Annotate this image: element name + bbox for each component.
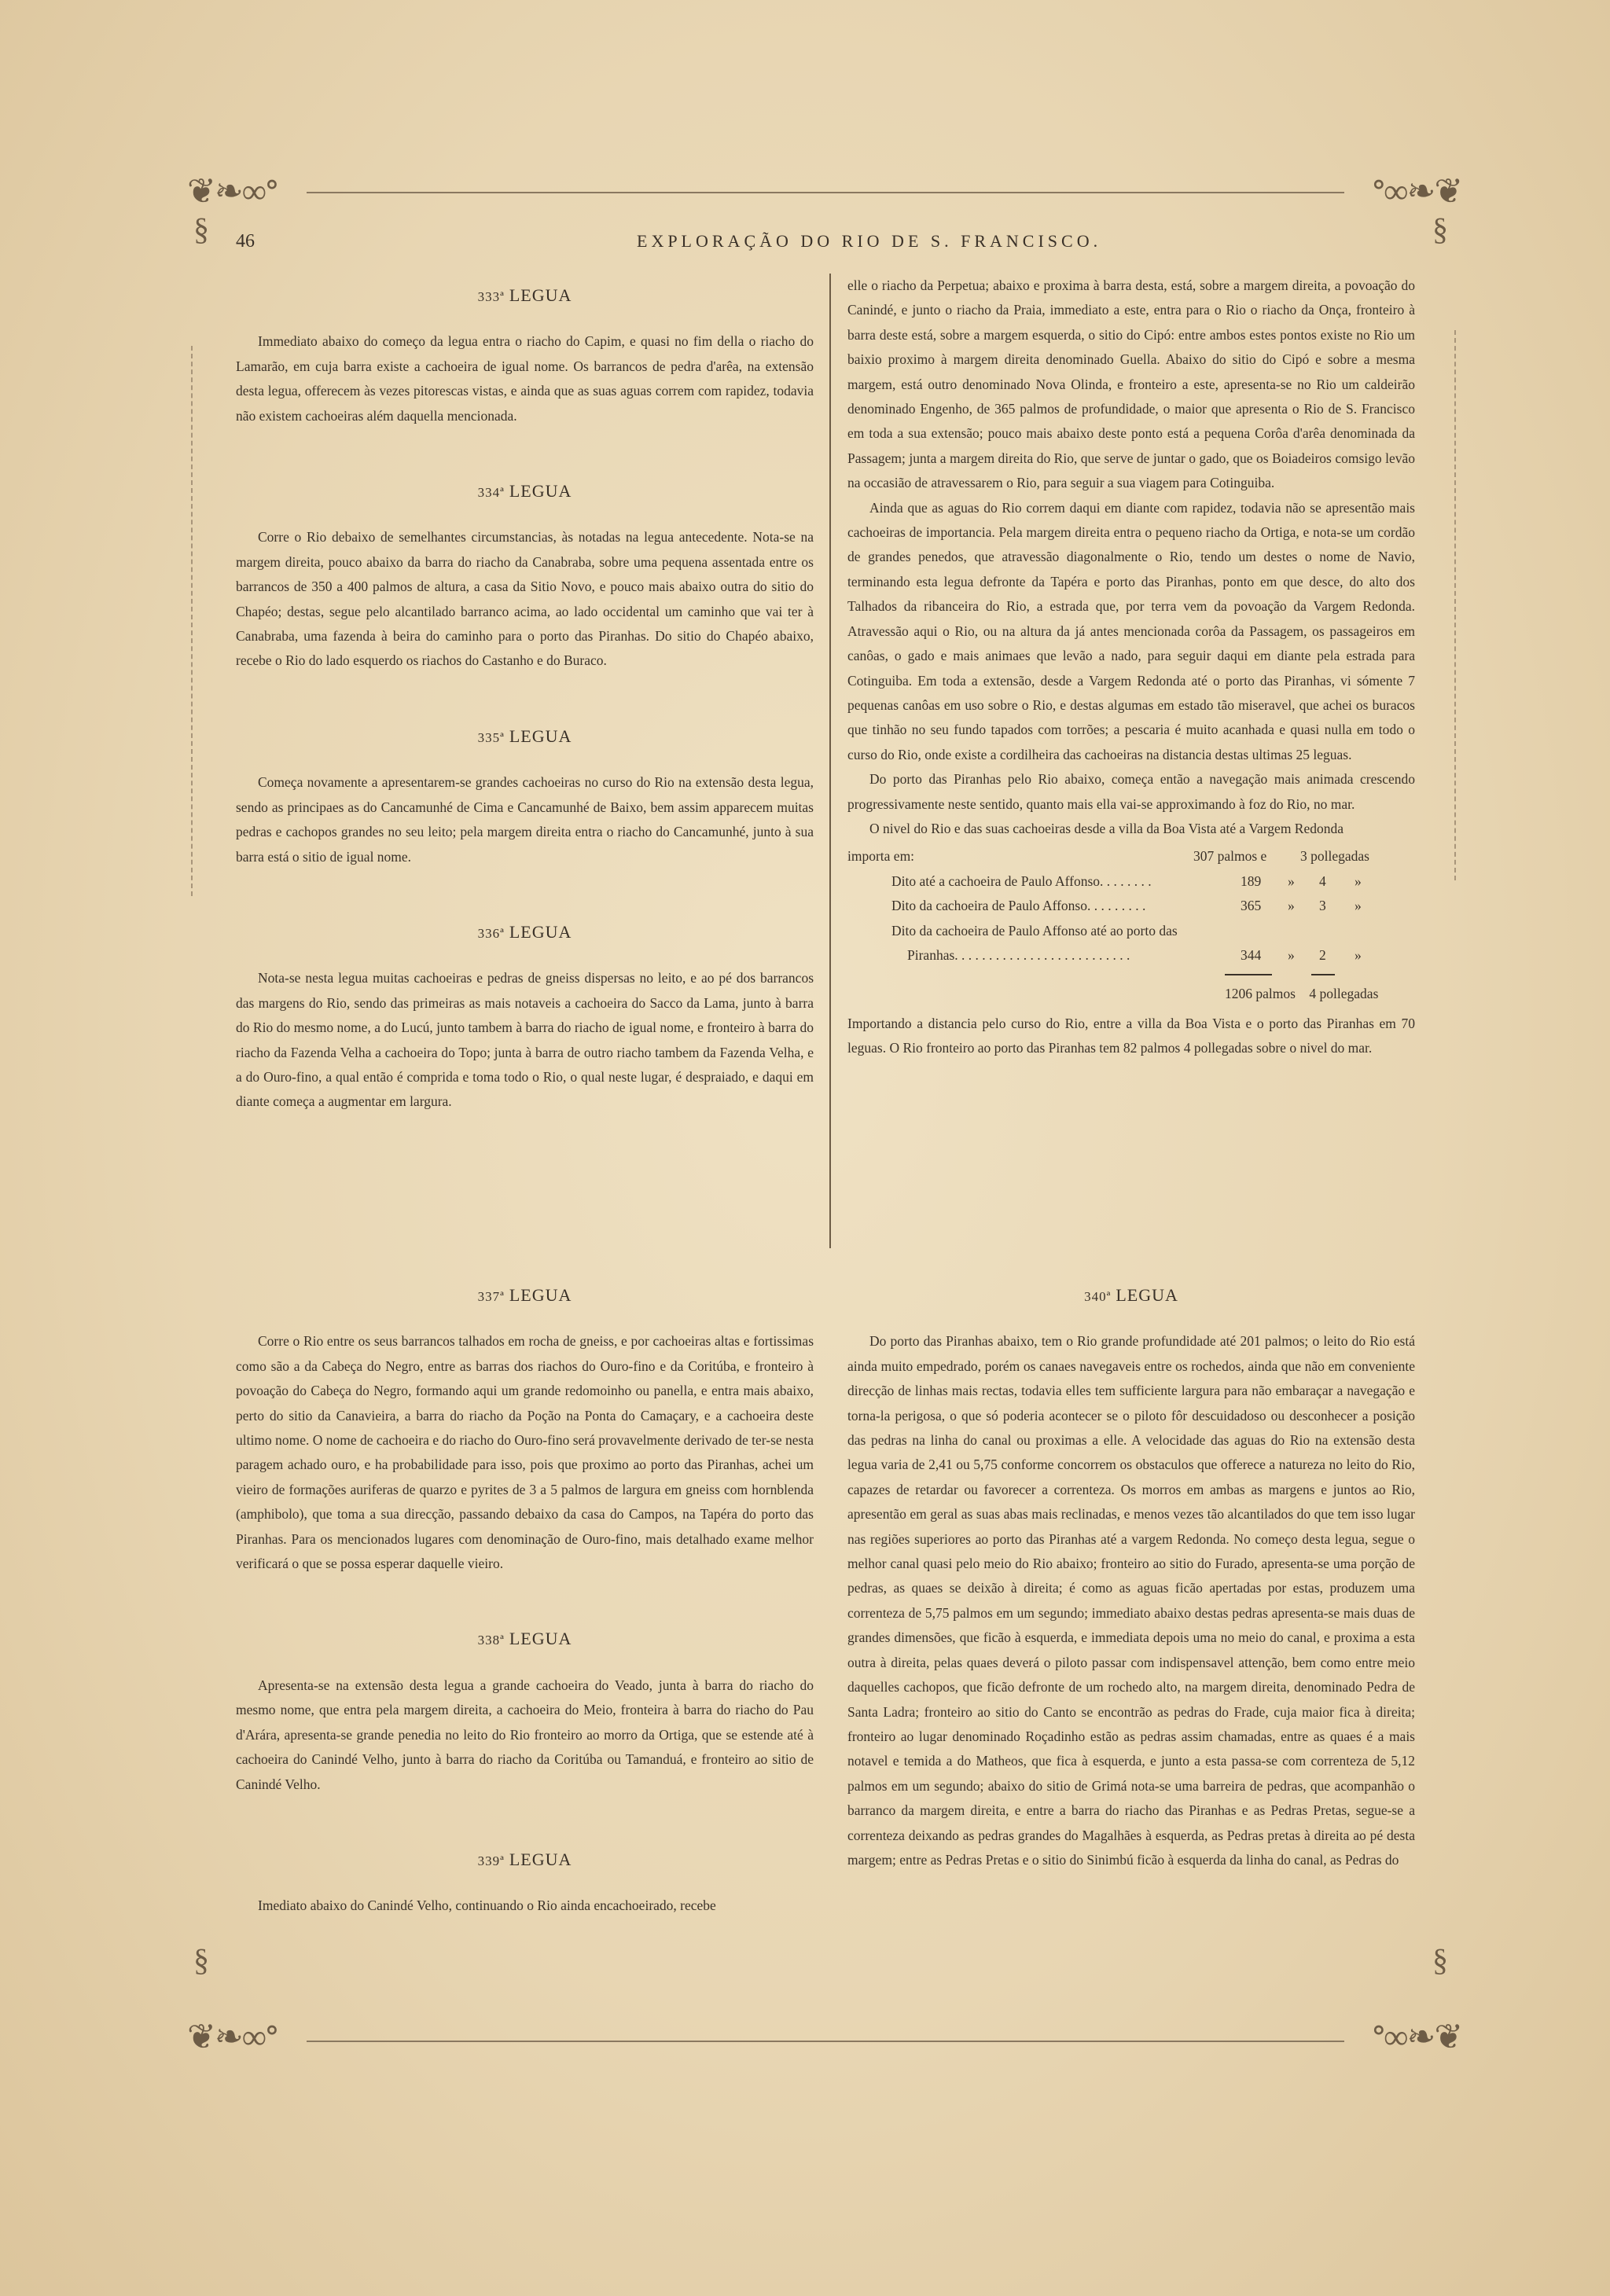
continued-paragraph: elle o riacho da Perpetua; abaixo e proxima à barra desta, está, sobre a margem direita, a povoação do Canindé, e junto o riacho da Praia, immediato a este, entra para o Rio o riacho da Onça, fronteiro à barra deste está, sobre a margem esquerda, o sitio do Cipó: entre ambos estes pontos existe no Rio um baixio proximo à margem direita denominado Guella. Abaixo do sitio do Cipó e sobre a mesma margem, está outro denominado Nova Olinda, e fronteiro a este, apresenta-se no Rio um caldeirão denominado Engenho, de 365 palmos de profundidade, o maior que apresenta o Rio de S. Francisco em toda a sua extensão; pouco mais abaixo deste ponto está a pequena Corôa d'arêa denominada da Passagem; junta a margem direita do Rio, que serve de juntar o gado, que os Boiadeiros comsigo levão na occasião de atravessarem o Rio, para seguir a sua viagem para Cotinguiba.	[847, 277, 1415, 491]
paragraph: Ainda que as aguas do Rio correm daqui em diante com rapidez, todavia não se apresentão mais cachoeiras de importancia. Pela margem direita entra o pequeno riacho da Ortiga, e nota-se um cordão de grandes penedos, que atravessão diagonalmente o Rio, tendo um destes o nome de Navio, terminando esta legua defronte da Tapéra e porto das Piranhas, ponto em que desce, do alto dos Talhados da ribanceira do Rio, a estrada que, por terra vem da povoação da Vargem Redonda. Atravessão aqui o Rio, ou na altura da já antes mencionada corôa da Passagem, os passageiros em canôas, o gado e mais animaes que levão a nado, para seguir daqui em diante pela estrada para Cotinguiba. Em toda a extensão, desde a Vargem Redonda até o porto das Piranhas, vi sómente 7 pequenas canôas em uso sobre o Rio, e destas algumas em estado tão miseravel, que achei os buracos que tinhão no seu fundo tapados com torrões; a pescaria é muito acanhada e quasi nulla em todo o curso do Rio, onde existe a cordilheira das cachoeiras na distancia destas ultimas 25 leguas.	[847, 499, 1415, 762]
table-row: importa em: 307 palmos e 3 pollegadas	[847, 848, 1369, 865]
section-body: Começa novamente a apresentarem-se grandes cachoeiras no curso do Rio na extensão desta legua, sendo as principaes as do Cancamunhé de Cima e Cancamunhé de Baixo, bem assim apparecem muitas pedras e cachopos grandes no seu leito; pela margem direita entra o riacho do Cancamunhé, junto à sua barra está o sitio de igual nome.	[236, 774, 814, 865]
table-total-rule-row	[847, 968, 1415, 982]
right-bottom-scroll-icon: §	[1432, 1942, 1448, 1978]
bottom-ornamental-rule	[307, 2041, 1344, 2042]
section-heading: 337ª LEGUA	[477, 1285, 572, 1305]
left-bottom-scroll-icon: §	[193, 1942, 209, 1978]
right-dashed-border	[1454, 330, 1457, 880]
column-divider	[829, 274, 831, 1248]
table-total-row: 1206 palmos 4 pollegadas	[1225, 986, 1379, 1002]
section-heading: 338ª LEGUA	[477, 1629, 572, 1649]
running-title: EXPLORAÇÃO DO RIO DE S. FRANCISCO.	[637, 231, 1102, 251]
section-heading: 333ª LEGUA	[477, 285, 572, 305]
left-top-scroll-icon: §	[193, 211, 209, 247]
left-bottom-column	[236, 1283, 814, 1919]
table-row: Dito da cachoeira de Paulo Affonso até ao porto das	[891, 922, 1178, 939]
top-ornamental-rule	[307, 192, 1344, 193]
bottom-left-ornament-icon: ❦❧∞ᐤ	[187, 2018, 278, 2056]
page-number: 46	[236, 231, 255, 252]
running-head	[236, 231, 1462, 258]
section-body: Corre o Rio entre os seus barrancos talhados em rocha de gneiss, e por cachoeiras altas e fortissimas como são a da Cabeça do Negro, entre as barras dos riachos do Ouro-fino e da Coritúba, e fronteiro à povoação do Cabeça do Negro, formando aqui um grande redomoinho ou panella, e entra mais abaixo, perto do sitio da Canavieira, a barra do riacho da Poção na Ponta do Camaçary, e a cachoeira deste ultimo nome. O nome de cachoeira e do riacho do Ouro-fino será provavelmente derivado de ter-se nesta paragem achado ouro, e ha probabilidade para isso, pois que proximo ao porto das Piranhas, achei um vieiro de formações auriferas de quarzo e pyrites de 3 a 5 palmos de largura em gneiss com hornblenda (amphibolo), que toma a sua direcção, passando debaixo da casa do Campos, na Tapéra do porto das Piranhas. Para os mencionados lugares com denominação de Ouro-fino, mais detalhado exame melhor verificará o que se possa esperar daquelle vieiro.	[236, 1333, 814, 1572]
paragraph: O nivel do Rio e das suas cachoeiras desde a villa da Boa Vista até a Vargem Redonda	[869, 820, 1344, 836]
section-heading: 340ª LEGUA	[1084, 1285, 1178, 1305]
section-body: Immediato abaixo do começo da legua entra o riacho do Capim, e quasi no fim della o riacho do Lamarão, em cuja barra existe a cachoeira de igual nome. Os barrancos de pedra d'arêa, na extensão desta legua, offerecem às vezes pitorescas vistas, e ainda que as suas aguas correm com rapidez, todavia não existem cachoeiras além daquella mencionada.	[236, 333, 814, 424]
level-table	[847, 844, 1415, 1006]
top-left-ornament-icon: ❦❧∞ᐤ	[187, 172, 278, 211]
section-body: Do porto das Piranhas abaixo, tem o Rio grande profundidade até 201 palmos; o leito do Rio está ainda muito empedrado, porém os canaes navegaveis entre os rochedos, ainda que não em conveniente direcção de linhas mais rectas, todavia elles tem sufficiente largura para não embaraçar a navegação e torna-la perigosa, o que só poderia acontecer se o piloto fôr descuidadoso ou desconhecer a posição das pedras na linha do canal ou proximas a elle. A velocidade das aguas do Rio na extensão desta legua varia de 2,41 ou 5,75 conforme concorrem os obstaculos que offerece a natureza no leito do Rio, capazes de retardar ou favorecer a correnteza. Os morros em ambas as margens e juntos ao Rio, apresentão em geral as suas abas mais reclinadas, e menos vezes tão alcantilados do que tem isso lugar nas regiões superiores ao porto das Piranhas até a vargem Redonda. No começo desta legua, segue o melhor canal quasi pelo meio do Rio abaixo; fronteiro ao sitio do Furado, apresenta-se uma porção de pedras, as quaes se deixão à direita; é como as aguas ficão apertadas por estas, produzem uma correnteza de 5,75 palmos em um segundo; immediato abaixo destas pedras apresenta-se mais duas de grandes dimensões, que ficão à esquerda, e immediata depois uma no meio do canal, e proxima a esta outra à direita, pelas quaes deverá o piloto passar com indispensavel attenção, bem como entre meio daquelles cachopos, que ficão defronte de um rochedo alto, na margem direita, denominado Pedra de Santa Ladra; fronteiro ao sitio do Canto se encontrão as pedras do Frade, cuja maior fica à direita; fronteiro ao lugar denominado Roçadinho estão as pedras assim chamadas, entre as quaes é a mais notavel e temida a do Matheos, que fica à esquerda, e junto a esta passa-se com correnteza de 5,12 palmos em um segundo; abaixo do sitio de Grimá nota-se uma barreira de pedras, que acompanhão o barranco da margem direita, e entre a barra do riacho das Piranhas e as Pedras Pretas, segue-se a correnteza deixando as pedras grandes do Magalhães à esquerda, as Pedras pretas à direita ao pé desta margem; entre as Pedras Pretas e o sitio do Sinimbú ficão à esquerda da linha do canal, as Pedras do	[847, 1333, 1415, 1868]
section-body: Imediato abaixo do Canindé Velho, continuando o Rio ainda encachoeirado, recebe	[258, 1897, 716, 1914]
table-row: Dito da cachoeira de Paulo Affonso. . . . . . . . . 365 » 3 »	[891, 898, 1362, 914]
section-heading: 335ª LEGUA	[477, 726, 572, 746]
section-body: Nota-se nesta legua muitas cachoeiras e pedras de gneiss dispersas no leito, e ao pé dos barrancos das margens do Rio, sendo das primeiras as mais notaveis a cachoeira do Sacco da Lama, junto à barra do Rio do mesmo nome, a do Lucú, junto tambem à barra do riacho de igual nome, e fronteiro à barra do riacho da Fazenda Velha a cachoeira do Topo; junta à barra de outro riacho tambem da Fazenda Velha, e a do Ouro-fino, a qual então é comprida e toma todo o Rio, o qual neste lugar, é despraiado, e daqui em diante começa a augmentar em largura.	[236, 970, 814, 1110]
section-body: Corre o Rio debaixo de semelhantes circumstancias, às notadas na legua antecedente. Nota-se na margem direita, pouco abaixo da barra do riacho da Canabraba, sobre uma pequena assentada entre os barrancos de 350 a 400 palmos de altura, a casa da Sitio Novo, e pouco mais abaixo outra do sitio do Chapéo; destas, segue pelo alcantilado barranco acima, ao lado occidental um caminho que vai ter à Canabraba, uma fazenda à beira do caminho para o porto das Piranhas. Do sitio do Chapéo abaixo, recebe o Rio do lado esquerdo os riachos do Castanho e do Buraco.	[236, 529, 814, 669]
section-heading: 334ª LEGUA	[477, 481, 572, 501]
right-top-column	[847, 274, 1415, 1061]
section-body: Apresenta-se na extensão desta legua a grande cachoeira do Veado, junta à barra do riacho do mesmo nome, que entra pela margem direita, a cachoeira do Meio, fronteira à barra do riacho do Pau d'Arára, apresenta-se grande penedia no leito do Rio fronteiro ao morro da Ortiga, que se estende até à cachoeira do Canindé Velho, junto à barra do riacho da Coritúba ou Tamanduá, e fronteiro ao sitio de Canindé Velho.	[236, 1677, 814, 1792]
closing-paragraph: Importando a distancia pelo curso do Rio, entre a villa da Boa Vista e o porto das Piranhas em 70 leguas. O Rio fronteiro ao porto das Piranhas tem 82 palmos 4 pollegadas sobre o nivel do mar.	[847, 1015, 1415, 1056]
section-heading: 336ª LEGUA	[477, 921, 572, 942]
table-row: Piranhas. . . . . . . . . . . . . . . . . . . . . . . . . . 344 » 2 »	[907, 946, 1362, 963]
top-right-ornament-icon: ᐤ∞❧❦	[1372, 172, 1462, 211]
bottom-right-ornament-icon: ᐤ∞❧❦	[1372, 2018, 1462, 2056]
left-top-column	[236, 283, 814, 1115]
section-heading: 339ª LEGUA	[477, 1849, 572, 1869]
table-row: Dito até a cachoeira de Paulo Affonso. . . . . . . . 189 » 4 »	[891, 872, 1362, 889]
paragraph: Do porto das Piranhas pelo Rio abaixo, começa então a navegação mais animada crescendo progressivamente neste sentido, quanto mais ella vai-se approximando à foz do Rio, no mar.	[847, 771, 1415, 812]
right-bottom-column	[847, 1283, 1415, 1872]
right-top-scroll-icon: §	[1432, 211, 1448, 247]
left-dashed-border	[191, 346, 194, 896]
